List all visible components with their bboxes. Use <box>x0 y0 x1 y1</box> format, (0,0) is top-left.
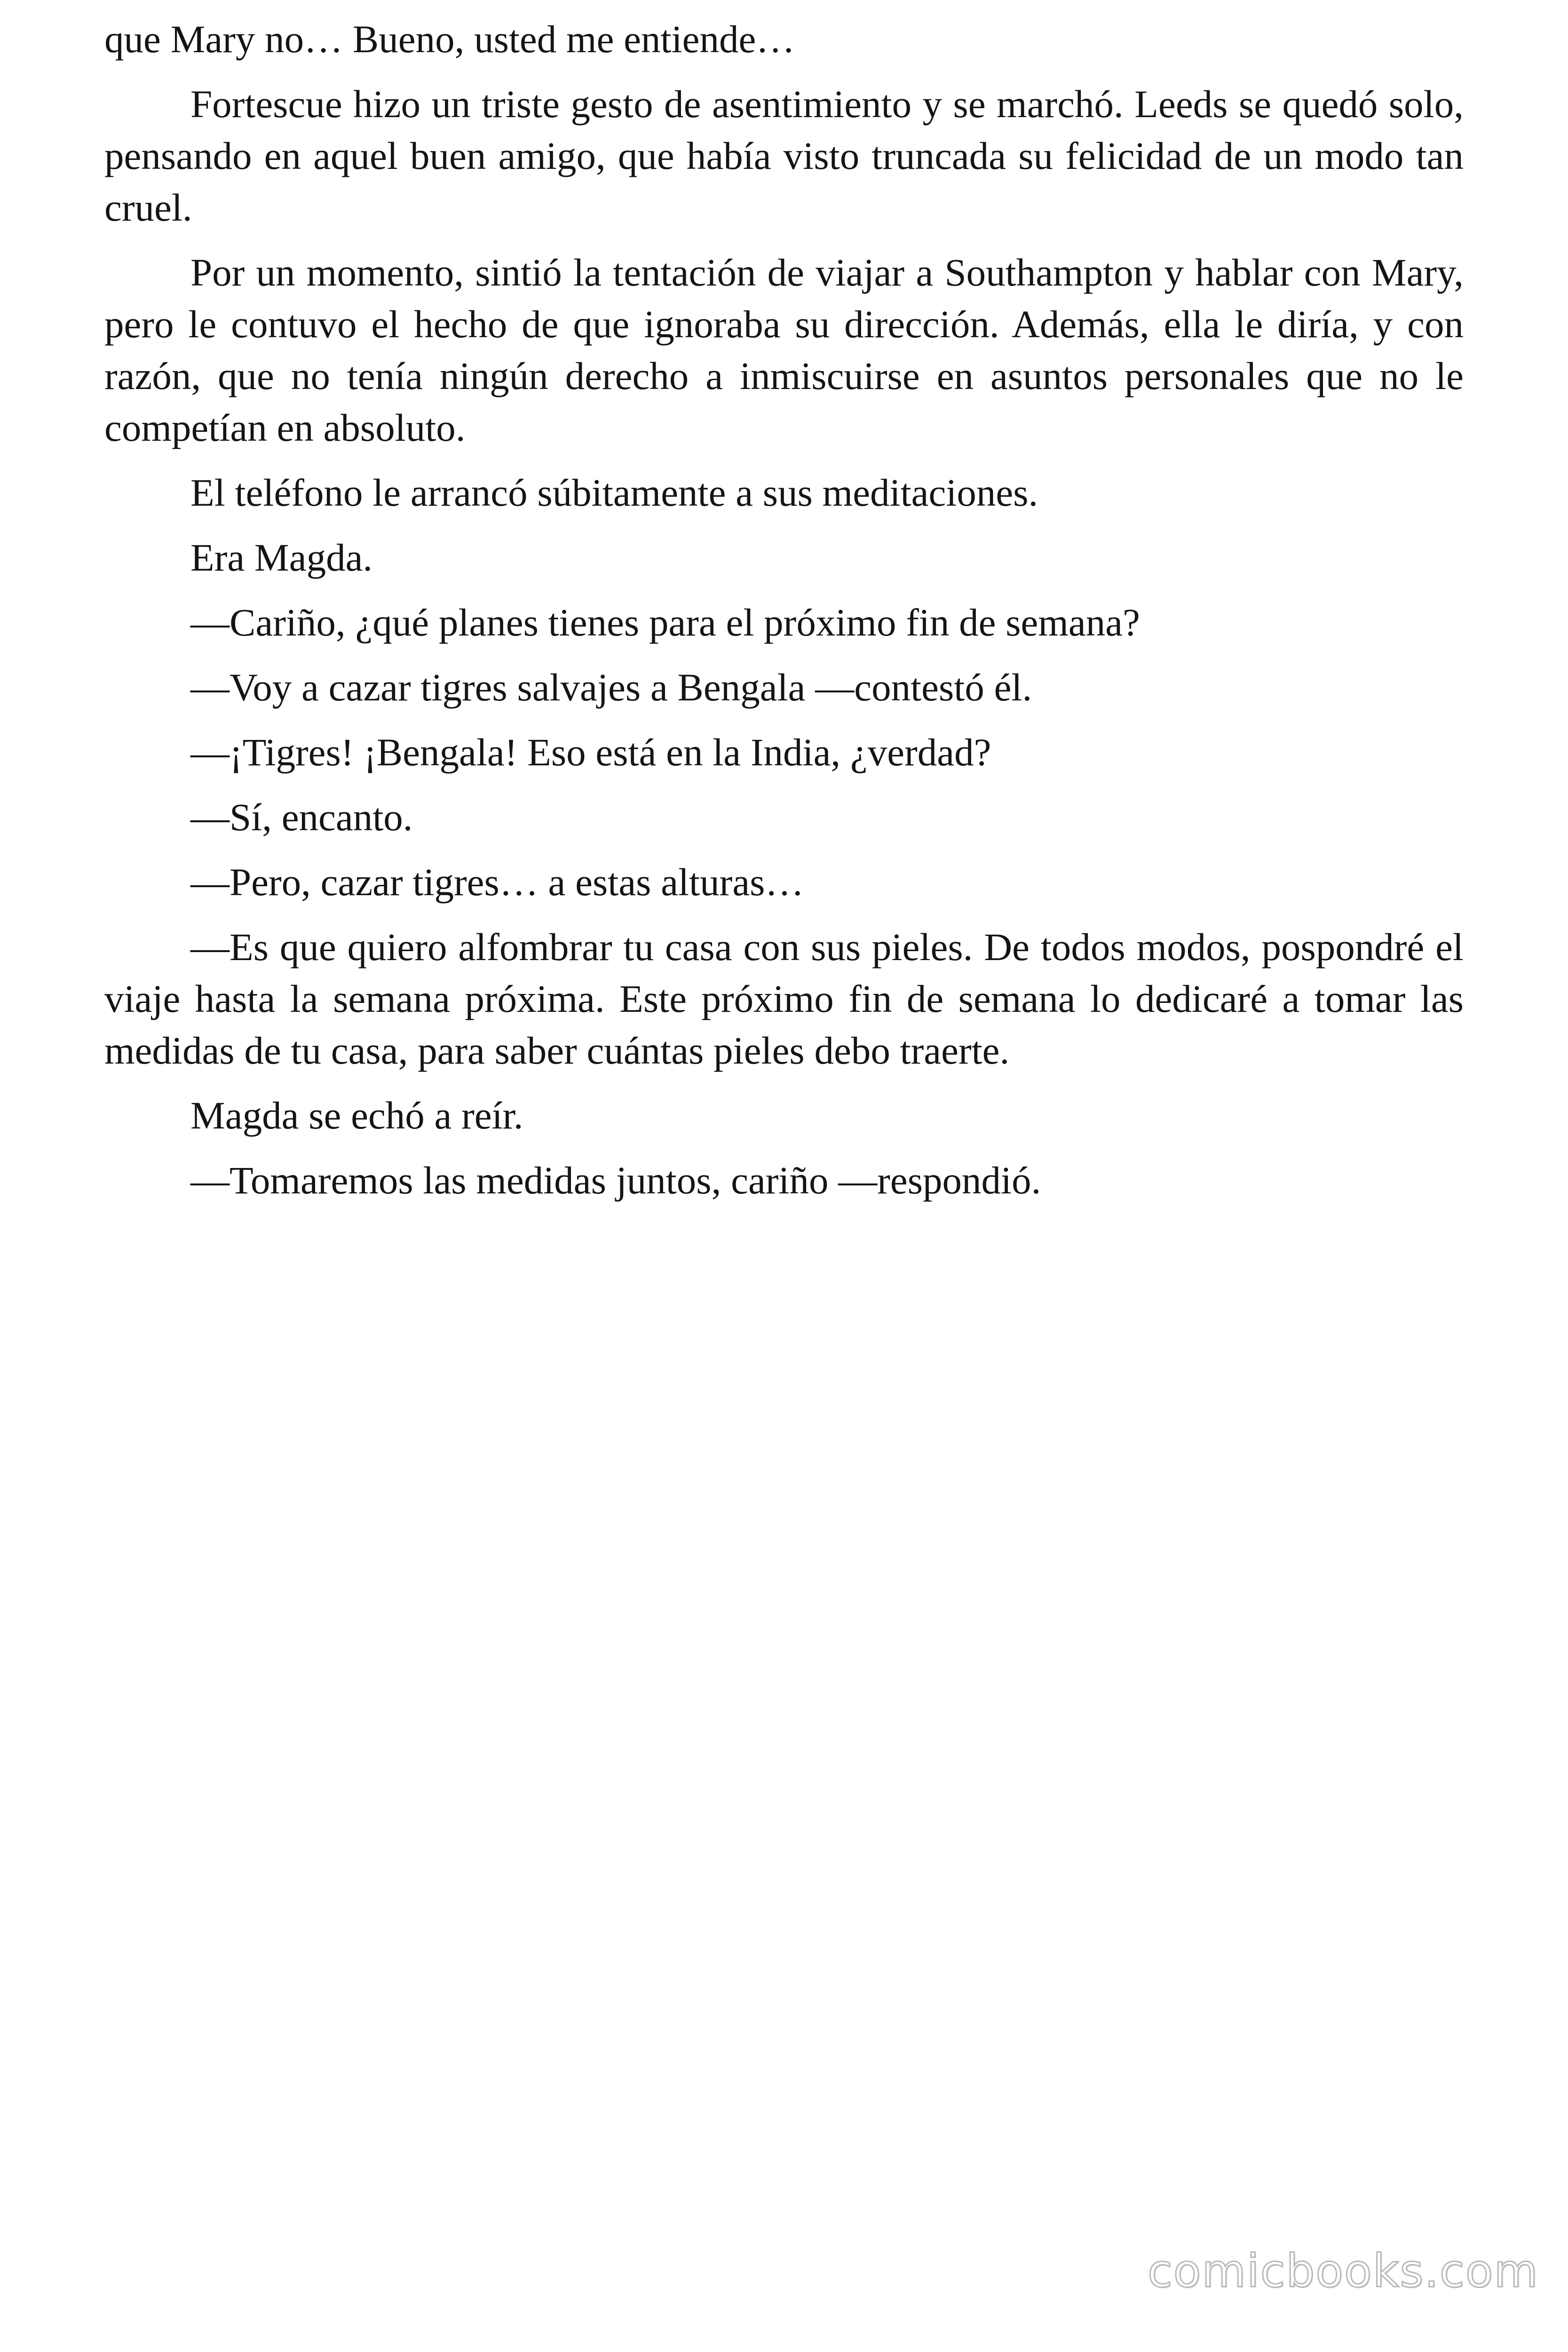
dialogue-line: —¡Tigres! ¡Bengala! Eso está en la India, ¿verdad? <box>190 731 991 774</box>
watermark-logo: comicbooks.com <box>1147 2245 1539 2297</box>
paragraph: El teléfono le arrancó súbitamente a sus meditaciones. <box>190 471 1038 514</box>
body-text <box>104 13 1464 1219</box>
paragraph-continuation: que Mary no… Bueno, usted me entiende… <box>104 17 795 61</box>
dialogue-line: —Pero, cazar tigres… a estas alturas… <box>190 860 804 904</box>
dialogue-line: —Tomaremos las medidas juntos, cariño —respondió. <box>190 1159 1041 1202</box>
dialogue-line: —Sí, encanto. <box>190 795 413 839</box>
dialogue-line: —Cariño, ¿qué planes tienes para el próximo fin de semana? <box>190 601 1140 644</box>
paragraph: Magda se echó a reír. <box>190 1094 523 1137</box>
paragraph: Era Magda. <box>190 536 373 579</box>
paragraph: Por un momento, sintió la tentación de viajar a Southampton y hablar con Mary, pero le contuvo el hecho de que ignoraba su dirección. Además, ella le diría, y con razón, que no tenía ningún derecho a inmiscuirse en asuntos personales que no le competían en absoluto. <box>104 251 1464 449</box>
dialogue-line: —Es que quiero alfombrar tu casa con sus pieles. De todos modos, pospondré el viaje hasta la semana próxima. Este próximo fin de semana lo dedicaré a tomar las medidas de tu casa, para saber cuántas pieles debo traerte. <box>104 925 1464 1072</box>
dialogue-line: —Voy a cazar tigres salvajes a Bengala —contestó él. <box>190 666 1032 709</box>
paragraph: Fortescue hizo un triste gesto de asentimiento y se marchó. Leeds se quedó solo, pensando en aquel buen amigo, que había visto truncada su felicidad de un modo tan cruel. <box>104 82 1464 229</box>
